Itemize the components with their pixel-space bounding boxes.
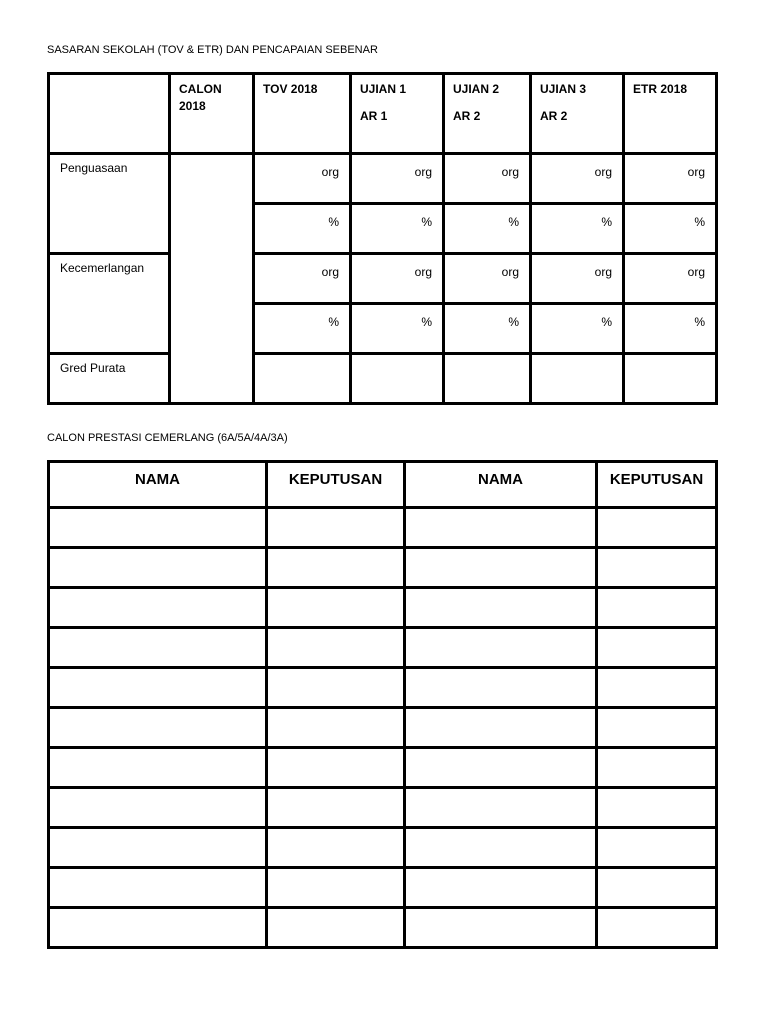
empty-cell (597, 508, 717, 548)
empty-cell (405, 668, 597, 708)
header-ujian2-line2: AR 2 (453, 109, 481, 123)
header-ujian3 (531, 74, 624, 154)
empty-cell (597, 868, 717, 908)
unit-org: org (624, 154, 717, 204)
header-nama-2: NAMA (405, 462, 597, 508)
unit-org: org (254, 254, 351, 304)
unit-org: org (444, 154, 531, 204)
empty-cell (405, 628, 597, 668)
unit-org: org (531, 254, 624, 304)
unit-percent: % (254, 304, 351, 354)
empty-cell (531, 354, 624, 404)
targets-table (47, 72, 718, 405)
empty-cell (597, 708, 717, 748)
header-tov: TOV 2018 (254, 74, 351, 154)
header-ujian1-line1: UJIAN 1 (360, 82, 407, 96)
empty-cell (267, 588, 405, 628)
empty-cell (405, 868, 597, 908)
header-row (49, 74, 717, 154)
table-row (49, 868, 717, 908)
unit-percent: % (624, 304, 717, 354)
empty-cell (405, 548, 597, 588)
empty-cell (267, 708, 405, 748)
header-empty (49, 74, 170, 154)
empty-cell (49, 708, 267, 748)
empty-cell (49, 548, 267, 588)
empty-cell (49, 628, 267, 668)
unit-org: org (531, 154, 624, 204)
empty-cell (267, 868, 405, 908)
empty-cell (405, 908, 597, 948)
empty-cell (267, 748, 405, 788)
empty-cell (444, 354, 531, 404)
candidates-table (47, 460, 718, 949)
table-row (49, 588, 717, 628)
empty-cell (351, 354, 444, 404)
table-row (49, 668, 717, 708)
unit-org: org (351, 154, 444, 204)
header-nama-1: NAMA (49, 462, 267, 508)
penguasaan-org-row (49, 154, 717, 204)
empty-cell (597, 828, 717, 868)
row-label-penguasaan: Penguasaan (49, 154, 170, 254)
unit-org: org (444, 254, 531, 304)
unit-percent: % (444, 204, 531, 254)
row-label-gred-purata: Gred Purata (49, 354, 170, 404)
empty-cell (254, 354, 351, 404)
empty-cell (597, 588, 717, 628)
empty-cell (597, 628, 717, 668)
header-ujian3-line1: UJIAN 3 (540, 82, 587, 96)
header-etr: ETR 2018 (624, 74, 717, 154)
header-calon-line1: CALON (179, 82, 222, 96)
empty-cell (267, 508, 405, 548)
empty-cell (267, 788, 405, 828)
empty-cell (597, 748, 717, 788)
table-row (49, 548, 717, 588)
empty-cell (405, 828, 597, 868)
unit-percent: % (624, 204, 717, 254)
header-calon-line2: 2018 (179, 99, 206, 113)
empty-cell (624, 354, 717, 404)
unit-percent: % (531, 204, 624, 254)
header-keputusan-1: KEPUTUSAN (267, 462, 405, 508)
empty-cell (267, 548, 405, 588)
table-row (49, 508, 717, 548)
empty-cell (49, 868, 267, 908)
unit-percent: % (531, 304, 624, 354)
empty-cell (405, 748, 597, 788)
unit-org: org (254, 154, 351, 204)
calon-merged-cell (170, 154, 254, 404)
empty-cell (49, 788, 267, 828)
unit-percent: % (254, 204, 351, 254)
unit-percent: % (351, 204, 444, 254)
empty-cell (597, 668, 717, 708)
table-row (49, 788, 717, 828)
empty-cell (49, 748, 267, 788)
unit-percent: % (444, 304, 531, 354)
empty-cell (267, 828, 405, 868)
empty-cell (49, 908, 267, 948)
empty-cell (267, 668, 405, 708)
empty-cell (49, 668, 267, 708)
empty-cell (267, 908, 405, 948)
header-ujian1-line2: AR 1 (360, 109, 388, 123)
empty-cell (405, 788, 597, 828)
empty-cell (597, 548, 717, 588)
header-calon (170, 74, 254, 154)
header-ujian2 (444, 74, 531, 154)
empty-cell (597, 908, 717, 948)
section-title-candidates: CALON PRESTASI CEMERLANG (6A/5A/4A/3A) (47, 432, 288, 444)
empty-cell (49, 588, 267, 628)
empty-cell (49, 828, 267, 868)
empty-cell (49, 508, 267, 548)
table-row (49, 708, 717, 748)
table-row (49, 908, 717, 948)
table-row (49, 748, 717, 788)
candidates-header-row (49, 462, 717, 508)
section-title-targets: SASARAN SEKOLAH (TOV & ETR) DAN PENCAPAIAN SEBENAR (47, 44, 378, 56)
unit-percent: % (351, 304, 444, 354)
empty-cell (267, 628, 405, 668)
unit-org: org (351, 254, 444, 304)
empty-cell (597, 788, 717, 828)
empty-cell (405, 588, 597, 628)
table-row (49, 628, 717, 668)
table-row (49, 828, 717, 868)
empty-cell (405, 708, 597, 748)
empty-cell (405, 508, 597, 548)
row-label-kecemerlangan: Kecemerlangan (49, 254, 170, 354)
header-keputusan-2: KEPUTUSAN (597, 462, 717, 508)
gred-purata-row (49, 354, 717, 404)
kecemerlangan-org-row (49, 254, 717, 304)
header-ujian2-line1: UJIAN 2 (453, 82, 500, 96)
unit-org: org (624, 254, 717, 304)
header-ujian3-line2: AR 2 (540, 109, 568, 123)
header-ujian1 (351, 74, 444, 154)
